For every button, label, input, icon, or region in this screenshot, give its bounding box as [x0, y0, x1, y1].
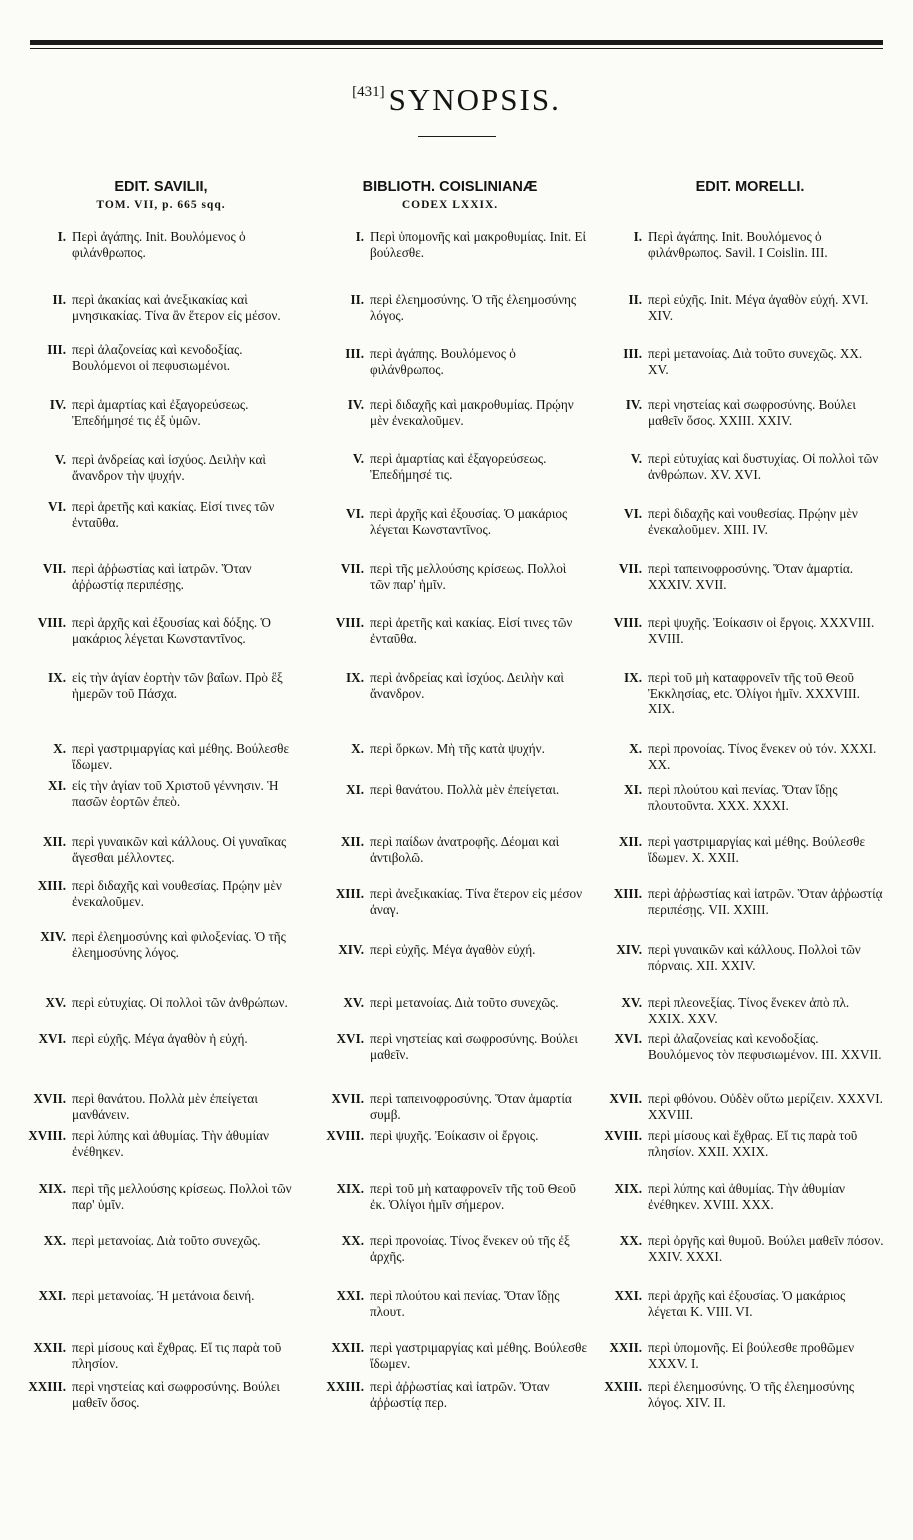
synopsis-entry [594, 1181, 884, 1212]
entry-number: XV. [343, 995, 364, 1010]
entry-text: περὶ ἁμαρτίας καὶ ἐξαγορεύσεως. Ἐπεδήμησέ τις. [370, 451, 547, 482]
entry-number: XIV. [40, 929, 66, 944]
entry-number: XXIII. [28, 1379, 66, 1394]
entry-number: V. [630, 451, 642, 466]
synopsis-entry [594, 397, 884, 428]
entry-text: περὶ ἀκακίας καὶ ἀνεξικακίας καὶ μνησικακίας. Τίνα ἂν ἕτερον εἰς μέσον. [72, 292, 281, 323]
entry-text: περὶ γαστριμαργίας καὶ μέθης. Βούλεσθε ἴδωμεν. X. XXII. [648, 834, 865, 865]
entry-number: IV. [49, 397, 66, 412]
entry-text: περὶ μετανοίας. Διὰ τοῦτο συνεχῶς. [72, 1233, 261, 1248]
entry-number: XIX. [614, 1181, 642, 1196]
synopsis-entry [18, 778, 306, 809]
entry-number: VIII. [335, 615, 364, 630]
synopsis-entry [318, 397, 588, 428]
entry-text: περὶ μετανοίας. Διὰ τοῦτο συνεχῶς. XX. XV. [648, 346, 863, 377]
entry-text: περὶ ὀργῆς καὶ θυμοῦ. Βούλει μαθεῖν πόσον. XXIV. XXXI. [648, 1233, 884, 1264]
entry-text: Περὶ ἀγάπης. Init. Βουλόμενος ὁ φιλάνθρωπος. Savil. I Coislin. III. [648, 229, 828, 260]
entry-text: περὶ ἀῤῥωστίας καὶ ἰατρῶν. Ὅταν ἀῤῥωστίᾳ περιπέσῃς. [72, 561, 252, 592]
entry-text: περὶ θανάτου. Πολλὰ μὲν ἐπείγεται μανθάνειν. [72, 1091, 258, 1122]
entry-text: περὶ νηστείας καὶ σωφροσύνης. Βούλει μαθεῖν ὅσος. XXIII. XXIV. [648, 397, 856, 428]
synopsis-entry [18, 1091, 306, 1122]
synopsis-entry [594, 1031, 884, 1062]
entry-number: III. [623, 346, 642, 361]
page-number: [431] [352, 84, 385, 100]
synopsis-entry [318, 1288, 588, 1319]
entry-text: περὶ ἀγάπης. Βουλόμενος ὁ φιλάνθρωπος. [370, 346, 516, 377]
entry-text: περὶ προνοίας. Τίνος ἕνεκεν οὐ τῆς ἐξ ἀρχῆς. [370, 1233, 570, 1264]
synopsis-entry [18, 670, 306, 701]
entry-text: περὶ ἐλεημοσύνης καὶ φιλοξενίας. Ὁ τῆς ἐλεημοσύνης λόγος. [72, 929, 286, 960]
synopsis-entry [594, 561, 884, 592]
entry-number: XXII. [33, 1340, 66, 1355]
entry-text: περὶ εὐτυχίας καὶ δυστυχίας. Οἱ πολλοὶ τῶν ἀνθρώπων. XV. XVI. [648, 451, 879, 482]
entry-number: XVI. [38, 1031, 66, 1046]
synopsis-entry [318, 1379, 588, 1410]
entry-number: X. [53, 741, 66, 756]
entry-text: περὶ ἁμαρτίας καὶ ἐξαγορεύσεως. Ἐπεδήμησέ τις ἐξ ὑμῶν. [72, 397, 249, 428]
entry-number: VI. [48, 499, 66, 514]
entry-number: XIX. [336, 1181, 364, 1196]
column-heading-morel [630, 178, 870, 196]
top-rule-thick [30, 40, 883, 45]
entry-number: XXIII. [326, 1379, 364, 1394]
entry-number: VI. [346, 506, 364, 521]
entry-number: VII. [340, 561, 364, 576]
synopsis-entry [594, 834, 884, 865]
entry-text: περὶ εὐτυχίας. Οἱ πολλοὶ τῶν ἀνθρώπων. [72, 995, 288, 1010]
synopsis-entry [18, 878, 306, 909]
entry-text: περὶ ἀνδρείας καὶ ἰσχύος. Δειλὴν καὶ ἄνανδρον τὴν ψυχήν. [72, 452, 266, 483]
column-heading-text: BIBLIOTH. COISLINIANÆ [362, 179, 538, 195]
entry-number: XVI. [336, 1031, 364, 1046]
column-subheading-text: CODEX LXXIX. [401, 199, 499, 211]
entry-text: Περὶ ἀγάπης. Init. Βουλόμενος ὁ φιλάνθρωπος. [72, 229, 246, 260]
title-text: SYNOPSIS. [388, 82, 561, 117]
entry-number: VIII. [613, 615, 642, 630]
top-rule-thin [30, 48, 883, 49]
synopsis-entry [18, 1379, 306, 1410]
synopsis-entry [318, 782, 588, 798]
entry-text: περὶ γυναικῶν καὶ κάλλους. Πολλοὶ τῶν πόρναις. XII. XXIV. [648, 942, 861, 973]
synopsis-entry [594, 886, 884, 917]
entry-text: περὶ ἀλαζονείας καὶ κενοδοξίας. Βουλόμενος τὸν πεφυσιωμένον. III. XXVII. [648, 1031, 882, 1062]
entry-number: VI. [624, 506, 642, 521]
synopsis-entry [594, 615, 884, 646]
entry-number: XII. [340, 834, 364, 849]
synopsis-entry [594, 1233, 884, 1264]
entry-number: VIII. [37, 615, 66, 630]
entry-text: περὶ γυναικῶν καὶ κάλλους. Οἱ γυναῖκας ἄγεσθαι μέλλοντες. [72, 834, 287, 865]
entry-number: XXI. [614, 1288, 642, 1303]
synopsis-entry [594, 1288, 884, 1319]
entry-text: περὶ ψυχῆς. Ἐοίκασιν οἱ ἔργοις. [370, 1128, 539, 1143]
synopsis-entry [18, 292, 306, 323]
entry-number: XXII. [609, 1340, 642, 1355]
entry-text: περὶ ὑπομονῆς. Εἰ βούλεσθε προθῶμεν XXXV. I. [648, 1340, 855, 1371]
entry-text: περὶ ἀνεξικακίας. Τίνα ἕτερον εἰς μέσον ἀναγ. [370, 886, 583, 917]
title-rule [418, 136, 496, 137]
entry-text: περὶ τῆς μελλούσης κρίσεως. Πολλοὶ τῶν παρ' ἡμῖν. [370, 561, 567, 592]
entry-number: XX. [341, 1233, 364, 1248]
entry-text: περὶ φθόνου. Οὐδὲν οὕτω μερίζειν. XXXVI. XXVIII. [648, 1091, 883, 1122]
entry-text: περὶ γαστριμαργίας καὶ μέθης. Βούλεσθε ἴδωμεν. [72, 741, 289, 772]
entry-text: περὶ εὐχῆς. Μέγα ἀγαθὸν ἡ εὐχή. [72, 1031, 248, 1046]
entry-text: περὶ ταπεινοφροσύνης. Ὅταν ἁμαρτία. XXXIV. XVII. [648, 561, 854, 592]
entry-number: I. [355, 229, 364, 244]
entry-text: περὶ διδαχῆς καὶ μακροθυμίας. Πρῴην μὲν ἐνεκαλοῦμεν. [370, 397, 574, 428]
synopsis-entry [318, 1091, 588, 1122]
synopsis-entry [594, 782, 884, 813]
entry-number: XV. [621, 995, 642, 1010]
synopsis-entry [594, 1128, 884, 1159]
synopsis-entry [18, 929, 306, 960]
column-heading-coislin [330, 178, 570, 214]
synopsis-entry [318, 886, 588, 917]
entry-number: XII. [618, 834, 642, 849]
synopsis-entry [318, 1340, 588, 1371]
synopsis-entry [594, 670, 884, 717]
synopsis-entry [318, 561, 588, 592]
synopsis-entry [18, 1181, 306, 1212]
synopsis-entry [594, 346, 884, 377]
entry-number: II. [52, 292, 66, 307]
entry-number: II. [628, 292, 642, 307]
entry-text: περὶ τοῦ μὴ καταφρονεῖν τῆς τοῦ Θεοῦ Ἐκκλησίας, etc. Ὀλίγοι ἡμῖν. XXXVIII. XIX. [648, 670, 860, 717]
entry-number: XI. [624, 782, 642, 797]
synopsis-entry [318, 506, 588, 537]
entry-number: XI. [346, 782, 364, 797]
entry-text: εἰς τὴν ἁγίαν ἑορτὴν τῶν βαΐων. Πρὸ ἓξ ἡμερῶν τοῦ Πάσχα. [72, 670, 283, 701]
entry-text: περὶ ταπεινοφροσύνης. Ὅταν ἁμαρτία συμβ. [370, 1091, 572, 1122]
entry-text: περὶ διδαχῆς καὶ νουθεσίας. Πρῴην μὲν ἐνεκαλοῦμεν. [72, 878, 282, 909]
entry-number: XVII. [331, 1091, 364, 1106]
entry-text: περὶ ἀῤῥωστίας καὶ ἰατρῶν. Ὅταν ἀῤῥωστίᾳ περ. [370, 1379, 550, 1410]
entry-number: XVII. [33, 1091, 66, 1106]
entry-text: περὶ τοῦ μὴ καταφρονεῖν τῆς τοῦ Θεοῦ ἐκ. Ὀλίγοι ἡμῖν σήμερον. [370, 1181, 576, 1212]
synopsis-entry [18, 1288, 306, 1304]
entry-number: XX. [619, 1233, 642, 1248]
entry-number: XXI. [336, 1288, 364, 1303]
entry-number: XIX. [38, 1181, 66, 1196]
synopsis-entry [18, 834, 306, 865]
entry-text: περὶ ἐλεημοσύνης. Ὁ τῆς ἐλεημοσύνης λόγος. [370, 292, 577, 323]
entry-text: περὶ τῆς μελλούσης κρίσεως. Πολλοὶ τῶν παρ' ὑμῖν. [72, 1181, 292, 1212]
entry-text: περὶ ὅρκων. Μὴ τῆς κατὰ ψυχήν. [370, 741, 545, 756]
synopsis-entry [594, 1091, 884, 1122]
entry-number: XXII. [331, 1340, 364, 1355]
column-subheading-text: TOM. VII, p. 665 sqq. [96, 199, 226, 211]
entry-number: IX. [48, 670, 66, 685]
synopsis-entry [594, 292, 884, 323]
column-heading-text: EDIT. SAVILII, [114, 179, 208, 195]
synopsis-entry [318, 229, 588, 260]
entry-text: περὶ ἀνδρείας καὶ ἰσχύος. Δειλὴν καὶ ἄνανδρον. [370, 670, 564, 701]
synopsis-entry [18, 741, 306, 772]
synopsis-entry [318, 292, 588, 323]
entry-number: XIV. [616, 942, 642, 957]
entry-number: XV. [45, 995, 66, 1010]
entry-text: περὶ μίσους καὶ ἔχθρας. Εἴ τις παρὰ τοῦ πλησίον. XXII. XXIX. [648, 1128, 858, 1159]
synopsis-entry [318, 834, 588, 865]
entry-text: περὶ παίδων ἀνατροφῆς. Δέομαι καὶ ἀντιβολῶ. [370, 834, 560, 865]
entry-text: περὶ εὐχῆς. Init. Μέγα ἀγαθὸν εὐχή. XVI. XIV. [648, 292, 869, 323]
entry-text: περὶ νηστείας καὶ σωφροσύνης. Βούλει μαθεῖν ὅσος. [72, 1379, 280, 1410]
synopsis-entry [318, 1181, 588, 1212]
entry-number: V. [352, 451, 364, 466]
entry-text: εἰς τὴν ἁγίαν τοῦ Χριστοῦ γέννησιν. Ἡ πασῶν ἑορτῶν ἐπεὸ. [72, 778, 279, 809]
entry-number: IX. [624, 670, 642, 685]
synopsis-entry [18, 615, 306, 646]
entry-text: περὶ εὐχῆς. Μέγα ἀγαθὸν εὐχή. [370, 942, 536, 957]
synopsis-entry [18, 342, 306, 373]
synopsis-entry [594, 229, 884, 260]
entry-number: X. [351, 741, 364, 756]
entry-number: V. [54, 452, 66, 467]
entry-text: περὶ ἐλεημοσύνης. Ὁ τῆς ἐλεημοσύνης λόγος. XIV. II. [648, 1379, 855, 1410]
column-heading-savile [36, 178, 286, 214]
synopsis-entry [594, 741, 884, 772]
synopsis-entry [318, 1031, 588, 1062]
entry-number: IV. [347, 397, 364, 412]
entry-number: IV. [625, 397, 642, 412]
entry-number: XXI. [38, 1288, 66, 1303]
entry-text: περὶ ἀρχῆς καὶ ἐξουσίας. Ὁ μακάριος λέγεται Κωνσταντῖνος. [370, 506, 568, 537]
entry-number: X. [629, 741, 642, 756]
synopsis-entry [18, 1031, 306, 1047]
synopsis-entry [18, 499, 306, 530]
synopsis-entry [318, 942, 588, 958]
entry-number: XXIII. [604, 1379, 642, 1394]
synopsis-entry [594, 995, 884, 1026]
entry-number: XVIII. [326, 1128, 364, 1143]
entry-number: VII. [618, 561, 642, 576]
entry-text: περὶ λύπης καὶ ἀθυμίας. Τὴν ἀθυμίαν ἐνέθηκεν. [72, 1128, 269, 1159]
entry-text: περὶ ἀρχῆς καὶ ἐξουσίας. Ὁ μακάριος λέγεται Κ. VIII. VI. [648, 1288, 846, 1319]
entry-number: XIII. [613, 886, 642, 901]
synopsis-entry [594, 942, 884, 973]
entry-text: περὶ μετανοίας. Διὰ τοῦτο συνεχῶς. [370, 995, 559, 1010]
synopsis-entry [18, 397, 306, 428]
entry-text: περὶ πλούτου καὶ πενίας. Ὅταν ἴδῃς πλουτ. [370, 1288, 560, 1319]
entry-text: περὶ γαστριμαργίας καὶ μέθης. Βούλεσθε ἴδωμεν. [370, 1340, 587, 1371]
entry-text: περὶ ἀῤῥωστίας καὶ ἰατρῶν. Ὅταν ἀῤῥωστίᾳ περιπέσῃς. VII. XXIII. [648, 886, 883, 917]
entry-number: XVIII. [28, 1128, 66, 1143]
entry-number: II. [350, 292, 364, 307]
entry-number: I. [633, 229, 642, 244]
entry-text: περὶ πλεονεξίας. Τίνος ἕνεκεν ἀπὸ πλ. XXIX. XXV. [648, 995, 850, 1026]
entry-text: περὶ νηστείας καὶ σωφροσύνης. Βούλει μαθεῖν. [370, 1031, 578, 1062]
entry-number: XVII. [609, 1091, 642, 1106]
entry-text: περὶ προνοίας. Τίνος ἕνεκεν οὐ τόν. XXXI. XX. [648, 741, 877, 772]
synopsis-entry [318, 670, 588, 701]
entry-number: I. [57, 229, 66, 244]
entry-text: περὶ πλούτου καὶ πενίας. Ὅταν ἴδῃς πλουτοῦντα. XXX. XXXI. [648, 782, 838, 813]
entry-text: περὶ ἀρετῆς καὶ κακίας. Εἰσί τινες τῶν ἐνταῦθα. [370, 615, 573, 646]
synopsis-entry [594, 506, 884, 537]
synopsis-entry [318, 451, 588, 482]
entry-number: XIV. [338, 942, 364, 957]
entry-number: XII. [42, 834, 66, 849]
entry-number: XIII. [335, 886, 364, 901]
entry-text: περὶ ἀλαζονείας καὶ κενοδοξίας. Βουλόμενοι οἱ πεφυσιωμένοι. [72, 342, 243, 373]
entry-text: Περὶ ὑπομονῆς καὶ μακροθυμίας. Init. Εἰ βούλεσθε. [370, 229, 587, 260]
entry-text: περὶ μετανοίας. Ἡ μετάνοια δεινή. [72, 1288, 255, 1303]
synopsis-entry [594, 451, 884, 482]
synopsis-entry [318, 741, 588, 757]
entry-number: XVIII. [604, 1128, 642, 1143]
entry-number: XI. [48, 778, 66, 793]
synopsis-entry [18, 452, 306, 483]
entry-number: III. [47, 342, 66, 357]
synopsis-entry [318, 615, 588, 646]
entry-text: περὶ μίσους καὶ ἔχθρας. Εἴ τις παρὰ τοῦ πλησίον. [72, 1340, 282, 1371]
synopsis-entry [18, 1233, 306, 1249]
synopsis-entry [18, 229, 306, 260]
entry-number: III. [345, 346, 364, 361]
page-title [0, 82, 913, 118]
entry-text: περὶ ἀρετῆς καὶ κακίας. Εἰσί τινες τῶν ἐνταῦθα. [72, 499, 275, 530]
entry-number: XIII. [37, 878, 66, 893]
entry-text: περὶ ψυχῆς. Ἐοίκασιν οἱ ἔργοις. XXXVIII. XVIII. [648, 615, 875, 646]
synopsis-entry [318, 995, 588, 1011]
entry-number: IX. [346, 670, 364, 685]
synopsis-entry [594, 1340, 884, 1371]
synopsis-entry [594, 1379, 884, 1410]
entry-text: περὶ διδαχῆς καὶ νουθεσίας. Πρῴην μὲν ἐνεκαλοῦμεν. XIII. IV. [648, 506, 858, 537]
entry-number: VII. [42, 561, 66, 576]
synopsis-entry [18, 995, 306, 1011]
synopsis-entry [18, 1128, 306, 1159]
entry-text: περὶ θανάτου. Πολλὰ μὲν ἐπείγεται. [370, 782, 560, 797]
synopsis-entry [318, 346, 588, 377]
synopsis-entry [18, 1340, 306, 1371]
column-heading-text: EDIT. MORELLI. [695, 179, 805, 195]
entry-number: XX. [43, 1233, 66, 1248]
entry-text: περὶ λύπης καὶ ἀθυμίας. Τὴν ἀθυμίαν ἐνέθηκεν. XVIII. XXX. [648, 1181, 845, 1212]
synopsis-entry [318, 1128, 588, 1144]
synopsis-entry [318, 1233, 588, 1264]
entry-text: περὶ ἀρχῆς καὶ ἐξουσίας καὶ δόξης. Ὁ μακάριος λέγεται Κωνσταντῖνος. [72, 615, 271, 646]
synopsis-entry [18, 561, 306, 592]
entry-number: XVI. [614, 1031, 642, 1046]
